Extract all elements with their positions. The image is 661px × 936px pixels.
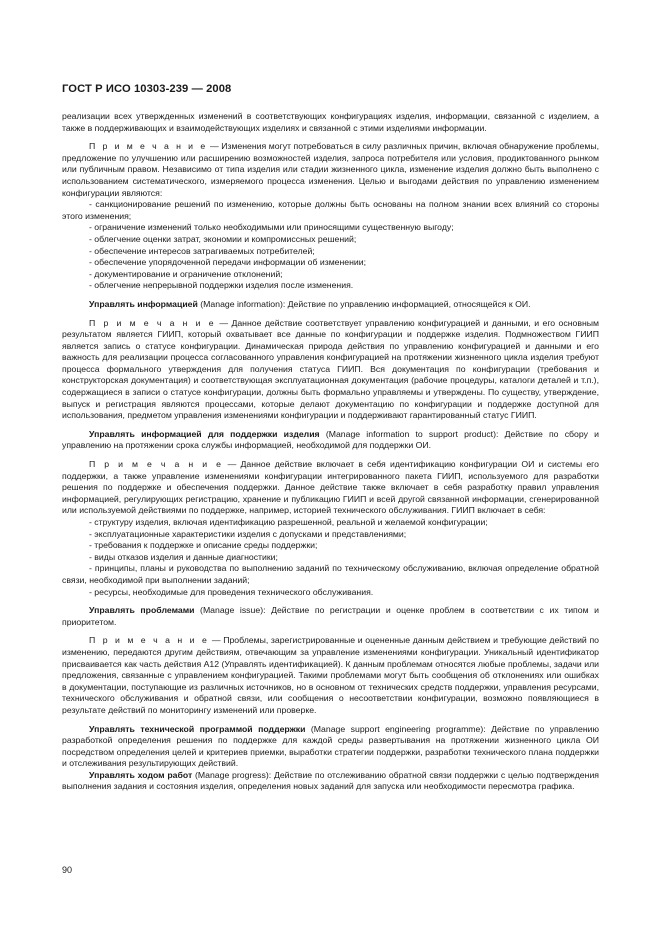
section-text: (Manage progress): Действие по отслеживанию обратной связи поддержки с целью подтверждения выполнения задания и состояния изделия, определения новых заданий для запуска или необходимости пересмотра графика. — [62, 769, 599, 792]
list-item: - ограничение изменений только необходимыми или приносящими существенную выгоду; — [89, 222, 454, 233]
list-item: - облегчение оценки затрат, экономии и компромиссных решений; — [89, 233, 357, 244]
section-title: Управлять информацией для поддержки изделия — [89, 428, 320, 439]
section-manage-progress — [62, 770, 599, 793]
note-label: П р и м е ч а н и е — [89, 635, 210, 646]
note-label: П р и м е ч а н и е — [89, 459, 224, 470]
section-text: (Manage information): Действие по управлению информацией, относящейся к ОИ. — [197, 298, 531, 309]
page-number: 90 — [62, 865, 73, 875]
section-title: Управлять проблемами — [89, 605, 195, 616]
list-item: - облегчение непрерывной поддержки изделия после изменения. — [89, 280, 354, 291]
section-manage-information — [62, 299, 599, 311]
list-item: - обеспечение упорядоченной передачи информации об изменении; — [89, 257, 367, 268]
section-manage-issue — [62, 605, 599, 628]
list-item: - санкционирование решений по изменению, которые должны быть основаны на полном знании всех влияний со стороны этого изменения; — [62, 199, 599, 221]
note-label: П р и м е ч а н и е — [89, 317, 216, 328]
list-item: - структуру изделия, включая идентификацию разрешенной, реальной и желаемой конфигурации; — [89, 517, 488, 527]
list-item: - обеспечение интересов затрагиваемых потребителей; — [89, 245, 315, 256]
note-text: — Данное действие соответствует управлению конфигурацией и данными, и его основным результатом является ГИИП, который охватывает все данные по конфигурации и поддержке изделия. Подмножеством ГИИП является запись о статусе конфигурации. Динамическая природа действия по управлению конфигурацией и данными и его важность для реализации процесса согласованного управления конфигурацией на протяжении жизненного цикла изделия требуют процесса формального утверждения для получения статуса ГИИП. Вся документация по конфигурации (требования и конструкторская документация) и соответствующая эксплуатационная документация (рабочие процедуры, каталоги деталей и т.п.), содержащиеся в записи о статусе конфигурации, должны быть формально управляемы и утверждены. По существу, утверждение, выпуск и регистрация являются процессами, которые делают документацию по конфигурации и поддержке доступной для использования, предметом управления изменениями конфигурации и поддерживают гарантированный статус ГИИП. — [62, 317, 599, 421]
list-item: - виды отказов изделия и данные диагностики; — [89, 551, 278, 562]
list-item: - принципы, планы и руководства по выполнению заданий по техническому обслуживанию, включая определение обратной связи, необходимой при выполнении заданий; — [62, 563, 599, 585]
note-paragraph — [62, 318, 599, 422]
section-manage-support-information — [62, 429, 599, 452]
note-text: — Данное действие включает в себя идентификацию конфигурации ОИ и системы его поддержки, а также управление изменениями конфигурации интегрированного пакета ГИИП, используемого для разработки решения по поддержке и обеспечения поддержки. Данное действие также включает в себя разработку правил управления информацией, регулирующих регистрацию, хранение и публикацию ГИИП и всей другой связанной информации, сгенерированной или используемой действиями по поддержке, например, историей технического обслуживания. ГИИП включает в себя: — [62, 459, 599, 516]
note-paragraph — [62, 141, 599, 199]
section-title: Управлять ходом работ — [89, 769, 193, 780]
section-title: Управлять информацией — [89, 298, 198, 309]
note-paragraph — [62, 635, 599, 716]
list-item: - ресурсы, необходимые для проведения технического обслуживания. — [89, 586, 374, 597]
paragraph: реализации всех утвержденных изменений в соответствующих конфигурациях изделия, информации, связанной с изделием, а также в поддерживающих и взаимодействующих изделиях и связанной с этими изделиями информации. — [62, 111, 599, 133]
list-item: - эксплуатационные характеристики изделия с допусками и представлениями; — [89, 528, 407, 539]
document-header: ГОСТ Р ИСО 10303-239 — 2008 — [62, 83, 232, 95]
list-item: - документирование и ограничение отклонений; — [89, 268, 283, 279]
section-text: (Manage information to support product): Действие по сбору и управлению на протяжении срока службы информацией, необходимой для поддержки ОИ. — [62, 428, 599, 451]
section-manage-support-engineering — [62, 724, 599, 770]
page-body — [62, 111, 599, 793]
note-text: — Изменения могут потребоваться в силу различных причин, включая обнаружение проблемы, предложение по улучшению или расширению возможностей изделия, запроса потребителя или условия, продиктованного рынком или публичным правом. Независимо от типа изделия или стадии жизненного цикла, изменение изделия должно быть выполнено с использованием систематического, измеряемого процесса изменения. Целью и выгодами действия по управлению изменением конфигурации являются: — [62, 141, 599, 198]
note-text: — Проблемы, зарегистрированные и оцененные данным действием и требующие действий по изменению, передаются другим действиям, отвечающим за управление изменениями конфигурации. Уникальный идентификатор присваивается как часть действия A12 (Управлять идентификацией). К данным проблемам относятся любые проблемы, задачи или предложения, связанные с управлением конфигурацией. Такими проблемами могут быть сообщения об отклонениях или ошибках в документации, поступающие из различных источников, но в основном от технических средств поддержки, управления ресурсами, технического обслуживания и обратной связи, или сообщения о несоответствии конфигурации, возможно появляющиеся в результате действий по мониторингу изменений или проверке. — [62, 635, 599, 715]
section-text: (Manage issue): Действие по регистрации и оценке проблем в соответствии с их типом и приоритетом. — [62, 605, 599, 627]
note-label: П р и м е ч а н и е — [89, 141, 208, 152]
note-paragraph — [62, 459, 599, 517]
section-text: (Manage support engineering programme): Действие по управлению разработкой определения решения по поддержке для каждой среды развертывания на протяжении жизненного цикла ОИ посредством определения целей и критериев приемки, выработки стратегии поддержки, разработки технического плана поддержки и отслеживания результирующих действий. — [62, 723, 599, 769]
section-title: Управлять технической программой поддержки — [89, 723, 306, 734]
list-item: - требования к поддержке и описание среды поддержки; — [89, 540, 318, 551]
